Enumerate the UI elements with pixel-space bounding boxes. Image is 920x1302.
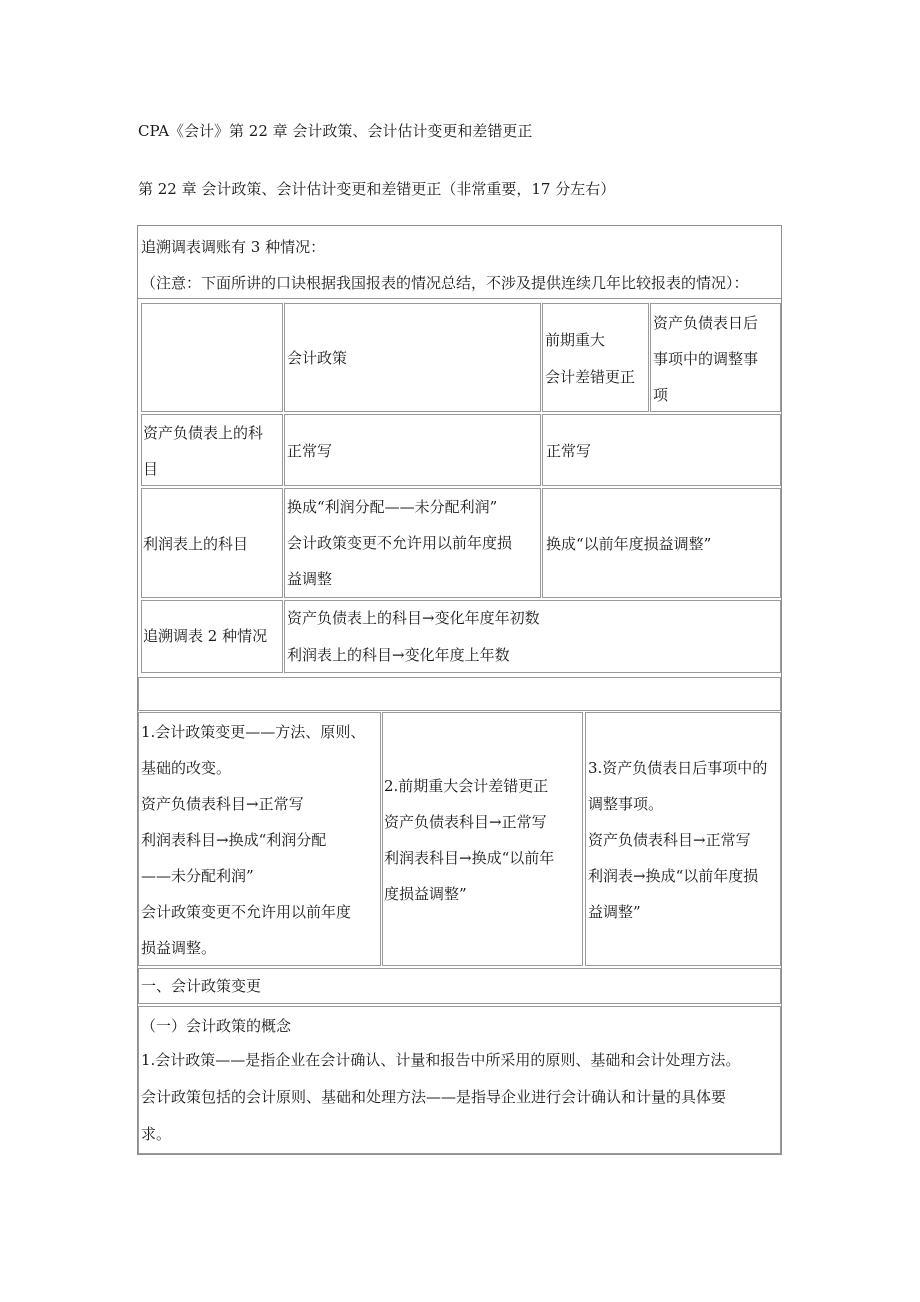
header-post-line-3: 项 (653, 386, 669, 404)
income-label: 利润表上的科目 (143, 535, 249, 553)
income-policy-line-3: 益调整 (287, 570, 333, 588)
chapter-heading: 第 22 章 会计政策、会计估计变更和差错更正（非常重要，17 分左右） (138, 180, 616, 198)
retro-label: 追溯调表 2 种情况 (143, 627, 268, 645)
header-error-cell (542, 303, 649, 412)
case-1-line-4: 利润表科目→换成“利润分配 (141, 831, 327, 849)
balance-other-text: 正常写 (546, 442, 592, 460)
balance-label-line-2: 目 (143, 460, 159, 478)
case-1-line-2: 基础的改变。 (141, 759, 232, 777)
balance-policy-text: 正常写 (287, 442, 333, 460)
header-post-line-1: 资产负债表日后 (653, 314, 759, 332)
retro-line-1: 资产负债表上的科目→变化年度年初数 (287, 609, 540, 627)
income-other-text: 换成“以前年度损益调整” (546, 535, 712, 553)
case-2-line-2: 资产负债表科目→正常写 (384, 813, 547, 831)
income-policy-line-1: 换成“利润分配——未分配利润” (287, 498, 498, 516)
income-policy-line-2: 会计政策变更不允许用以前年度损 (287, 534, 513, 552)
case-1-line-1: 1.会计政策变更——方法、原则、 (141, 723, 366, 741)
case-1-line-6: 会计政策变更不允许用以前年度 (141, 903, 352, 921)
header-error-line-1: 前期重大 (545, 331, 606, 349)
case-3-line-3: 资产负债表科目→正常写 (588, 831, 751, 849)
case-1-line-7: 损益调整。 (141, 939, 217, 957)
case-2-line-3: 利润表科目→换成“以前年 (384, 849, 555, 867)
case-3-line-2: 调整事项。 (588, 795, 664, 813)
retro-line-2: 利润表上的科目→变化年度上年数 (287, 646, 510, 664)
case-2-line-4: 度损益调整” (384, 885, 467, 903)
blank-row (138, 677, 781, 711)
case-3-line-5: 益调整” (588, 903, 641, 921)
case-1-line-5: ——未分配利润” (141, 867, 254, 885)
case-2-line-1: 2.前期重大会计差错更正 (384, 777, 549, 795)
case-2-cell (382, 712, 583, 966)
concept-heading: （一）会计政策的概念 (141, 1017, 292, 1035)
section-heading: 一、会计政策变更 (141, 977, 262, 995)
document-title: CPA《会计》第 22 章 会计政策、会计估计变更和差错更正 (138, 122, 533, 140)
header-error-line-2: 会计差错更正 (545, 368, 636, 386)
case-1-line-3: 资产负债表科目→正常写 (141, 795, 304, 813)
header-empty-cell (141, 303, 283, 412)
concept-line-1: 1.会计政策——是指企业在会计确认、计量和报告中所采用的原则、基础和会计处理方法。 (141, 1051, 741, 1069)
balance-label-line-1: 资产负债表上的科 (143, 424, 264, 442)
case-3-line-4: 利润表→换成“以前年度损 (588, 867, 759, 885)
case-3-line-1: 3.资产负债表日后事项中的 (588, 759, 768, 777)
header-post-line-2: 事项中的调整事 (653, 350, 759, 368)
concept-line-3: 求。 (141, 1125, 172, 1143)
concept-line-2: 会计政策包括的会计原则、基础和处理方法——是指导企业进行会计确认和计量的具体要 (141, 1088, 727, 1106)
intro-line-2: （注意：下面所讲的口诀根据我国报表的情况总结，不涉及提供连续几年比较报表的情况）： (141, 274, 749, 292)
divider (138, 298, 781, 299)
intro-line-1: 追溯调表调账有 3 种情况： (141, 238, 326, 256)
header-policy: 会计政策 (287, 349, 348, 367)
